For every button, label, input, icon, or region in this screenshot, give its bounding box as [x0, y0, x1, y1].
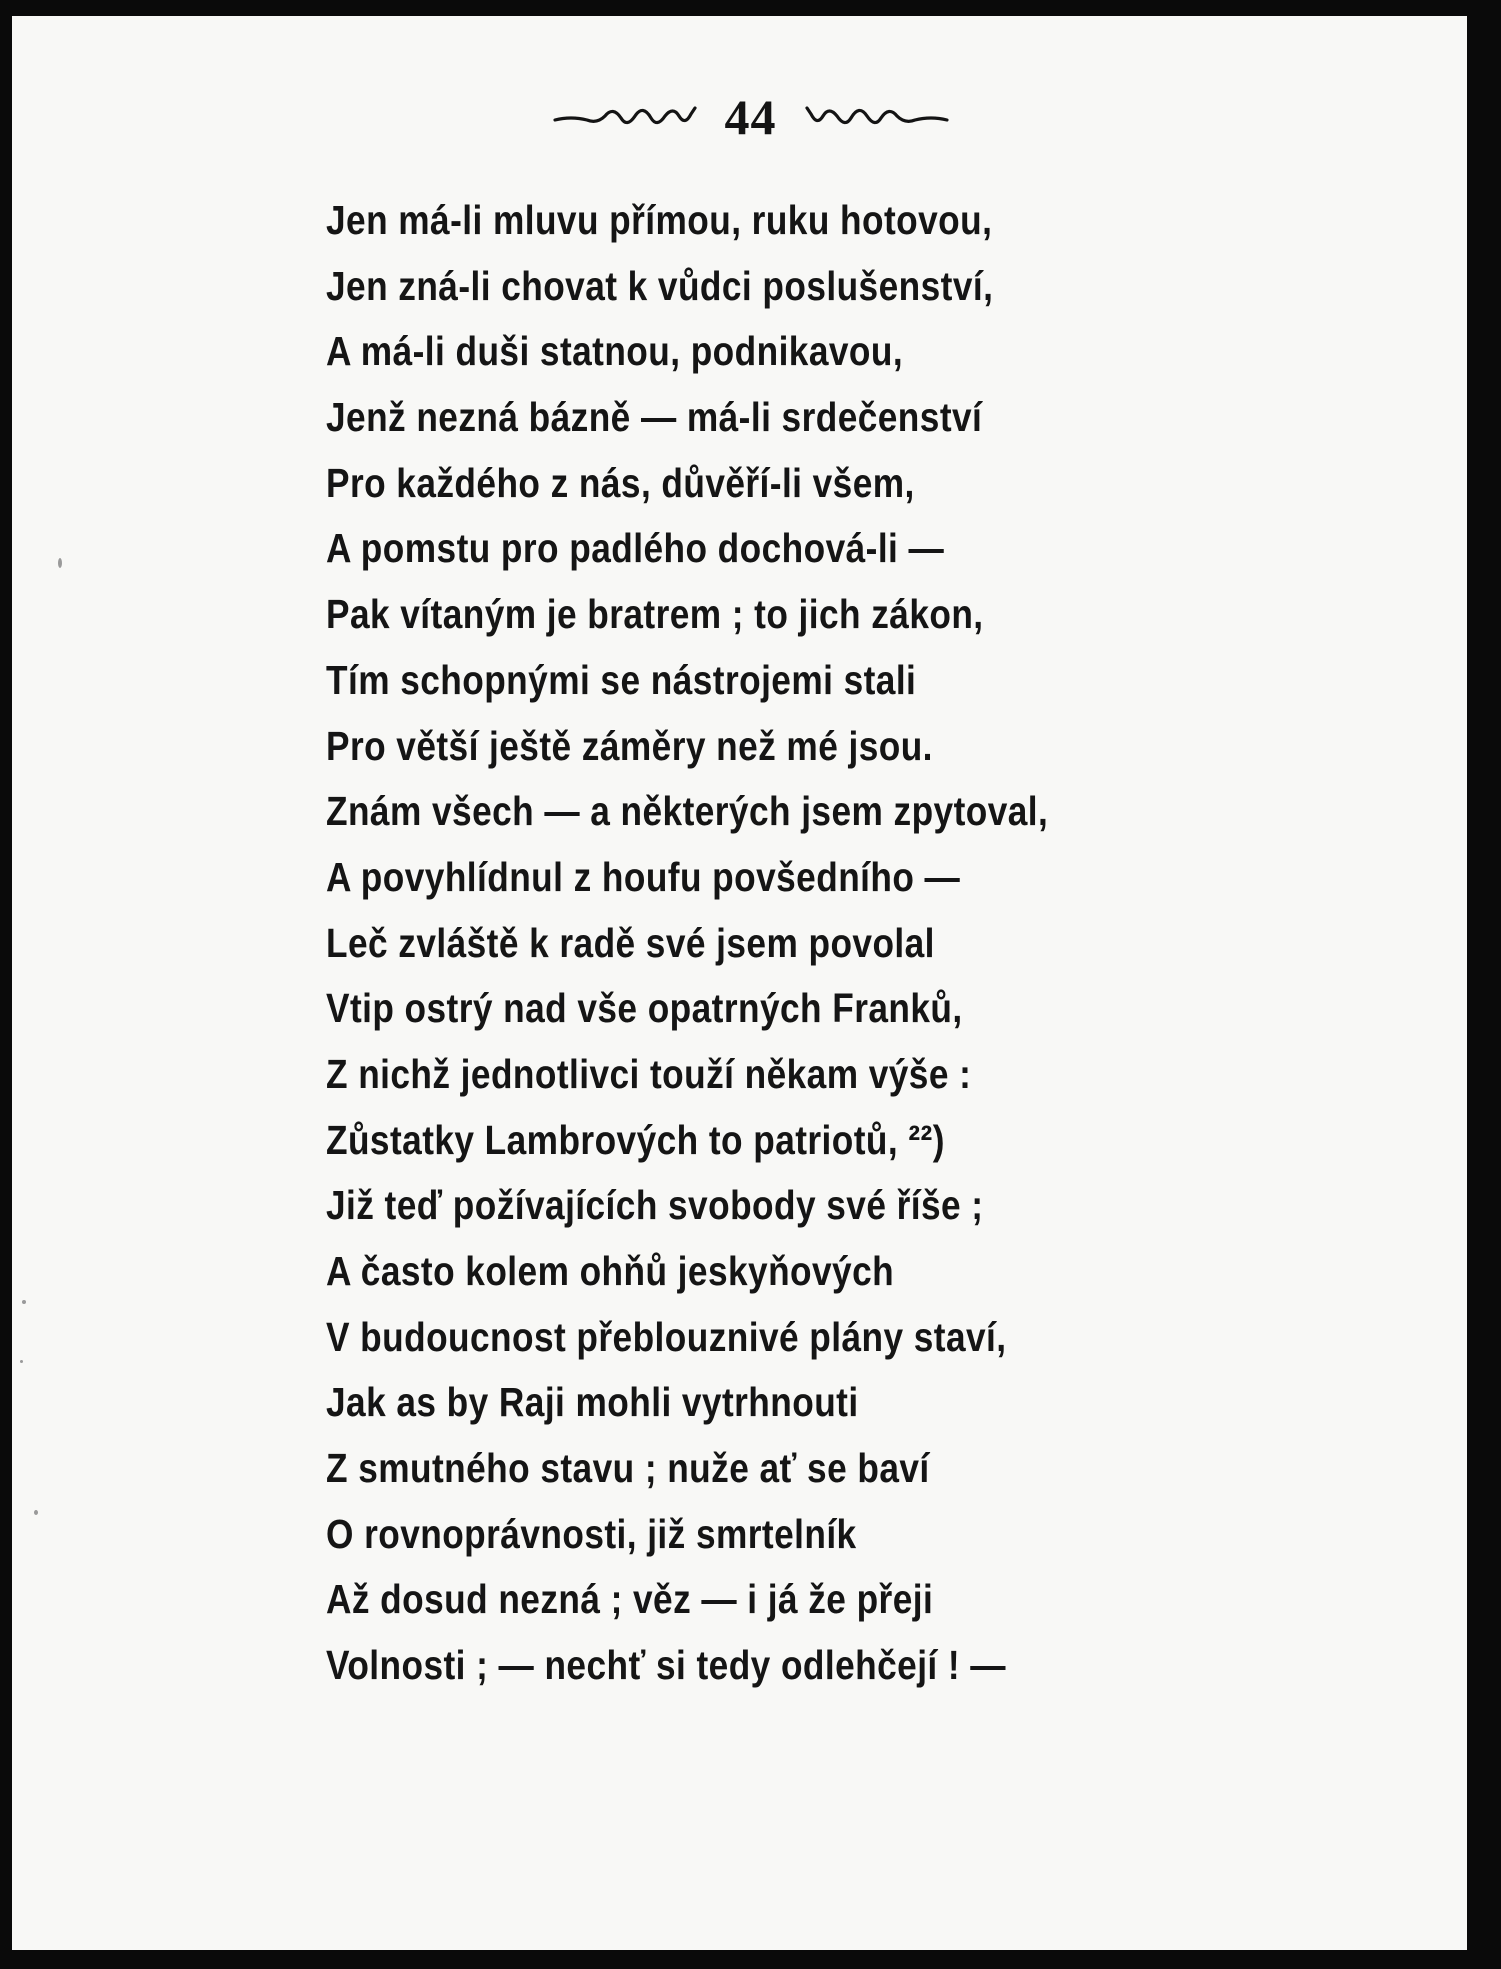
poem-line: Leč zvláště k radě své jsem povolal: [326, 919, 935, 966]
scan-border-right: [1467, 0, 1501, 1969]
poem-line: O rovnoprávnosti, již smrtelník: [326, 1510, 857, 1557]
poem-line: A pomstu pro padlého dochová-li —: [326, 525, 945, 572]
paper-speck: [58, 558, 62, 568]
poem-line: Vtip ostrý nad vše opatrných Franků,: [326, 985, 963, 1032]
poem-line: Jen má-li mluvu přímou, ruku hotovou,: [326, 197, 993, 243]
poem-line: Znám všech — a některých jsem zpytoval,: [326, 788, 1049, 835]
poem-line: A má-li duši statnou, podnikavou,: [326, 328, 904, 375]
scan-border-top: [0, 0, 1501, 16]
paper-speck: [20, 1360, 23, 1363]
poem-line: Pro každého z nás, důvěří-li všem,: [326, 459, 915, 506]
poem-line: Až dosud nezná ; věz — i já že přeji: [326, 1576, 934, 1623]
poem-line: Z nichž jednotlivci touží někam výše :: [326, 1050, 972, 1097]
paper-speck: [34, 1510, 38, 1515]
poem-line: Z smutného stavu ; nuže ať se baví: [326, 1445, 930, 1492]
scan-border-bottom: [0, 1950, 1501, 1969]
page-header: [0, 88, 1501, 158]
wavy-ornament-left-icon: [553, 100, 703, 134]
poem-line: V budoucnost přeblouznivé plány staví,: [326, 1313, 1007, 1360]
poem-line: A povyhlídnul z houfu povšedního —: [326, 853, 961, 900]
poem-line: Jenž nezná bázně — má-li srdečenství: [326, 394, 983, 441]
poem-line: A často kolem ohňů jeskyňových: [326, 1248, 895, 1294]
poem-line: Již teď požívajících svobody své říše ;: [326, 1182, 984, 1229]
poem-line: Pro větší ještě záměry než mé jsou.: [326, 722, 933, 769]
poem-line: Pak vítaným je bratrem ; to jich zákon,: [326, 591, 984, 638]
page-number: 44: [724, 89, 777, 145]
poem-line: Jen zná-li chovat k vůdci poslušenství,: [326, 262, 994, 309]
poem-text: [326, 188, 1186, 1699]
poem-line: Jak as by Raji mohli vytrhnouti: [326, 1379, 859, 1426]
scan-border-left: [0, 0, 12, 1969]
poem-line: Zůstatky Lambrových to patriotů, ²²): [326, 1116, 945, 1163]
paper-speck: [22, 1300, 26, 1304]
wavy-ornament-right-icon: [799, 100, 949, 134]
poem-line: Tím schopnými se nástrojemi stali: [326, 656, 917, 703]
poem-line: Volnosti ; — nechť si tedy odlehčejí ! —: [326, 1642, 1006, 1689]
